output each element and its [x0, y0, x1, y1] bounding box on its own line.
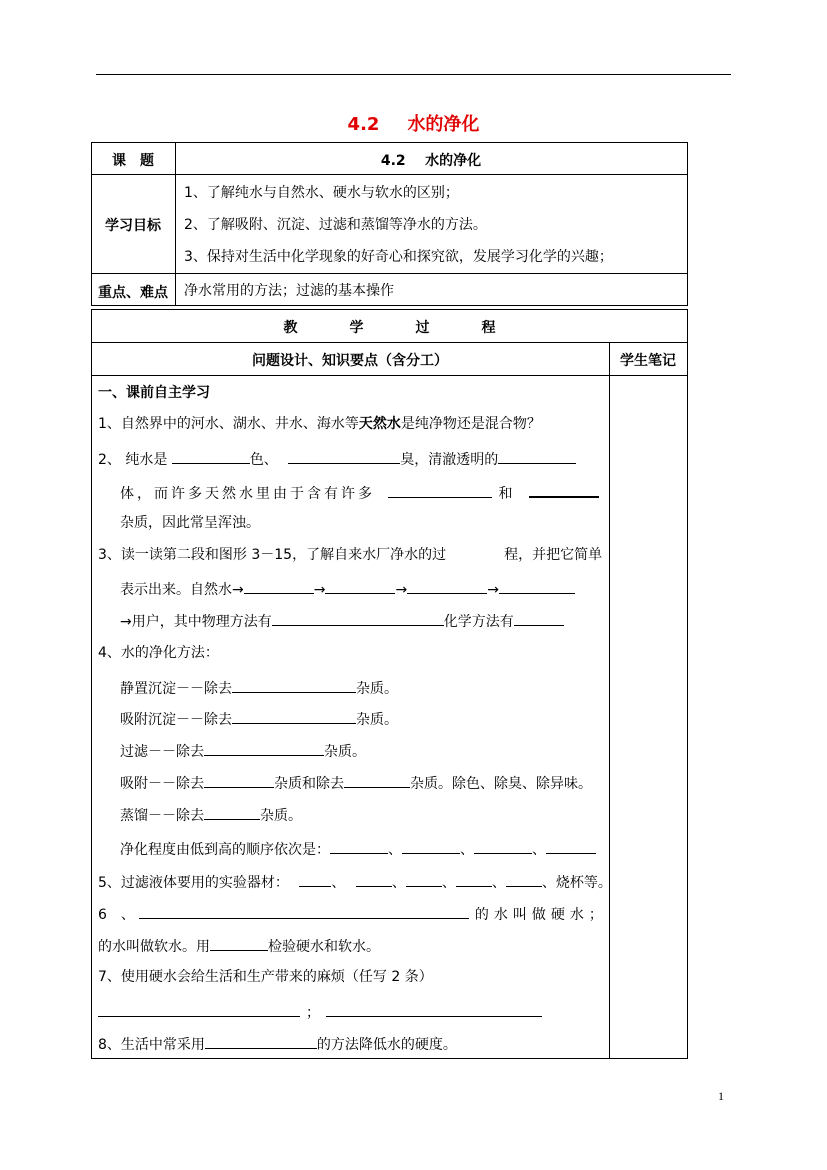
- question-2-line-2: 体，而许多天然水里由于含有许多 和: [120, 482, 599, 503]
- method-distillation: 蒸馏－－除去 杂质。: [120, 805, 302, 825]
- col-notes-header: 学生笔记: [620, 353, 676, 369]
- page-number: 1: [718, 1089, 724, 1103]
- question-7-blanks: ；: [98, 1002, 542, 1022]
- question-7: 7、使用硬水会给生活和生产带来的麻烦（任写 2 条）: [98, 969, 433, 985]
- goals-label: 学习目标: [105, 218, 161, 234]
- question-3-line-3: →用户，其中物理方法有 化学方法有: [120, 611, 564, 631]
- question-2-line-1: 2、 纯水是 色、 臭，清澈透明的: [98, 449, 576, 469]
- method-settling: 静置沉淀－－除去 杂质。: [120, 678, 398, 698]
- question-6-line-1: 6 、 的水叫做硬水；: [98, 904, 608, 924]
- question-6-line-2: 的水叫做软水。用 检验硬水和软水。: [98, 936, 380, 956]
- question-2-line-3: 杂质，因此常呈浑浊。: [120, 515, 260, 531]
- method-adsorption: 吸附－－除去 杂质和除去 杂质。除色、除臭、除异味。: [120, 773, 592, 793]
- question-5: 5、过滤液体要用的实验器材： 、 、 、 、 、烧杯等。: [98, 872, 612, 892]
- title-number: 4.2: [347, 114, 380, 135]
- method-filtration: 过滤－－除去 杂质。: [120, 741, 366, 761]
- method-adsorption-settling: 吸附沉淀－－除去 杂质。: [120, 709, 398, 729]
- key-points-value: 净水常用的方法；过滤的基本操作: [184, 283, 394, 299]
- question-3-line-1: 3、读一读第二段和图形 3－15，了解自来水厂净水的过 程，并把它简单: [98, 547, 603, 563]
- process-heading: 教 学 过 程: [283, 320, 496, 336]
- header-rule: [96, 74, 731, 75]
- topic-value: 4.2 水的净化: [380, 153, 482, 169]
- purification-order: 净化程度由低到高的顺序依次是： 、 、 、: [120, 839, 596, 859]
- question-1: 1、自然界中的河水、湖水、井水、海水等天然水是纯净物还是混合物？: [98, 416, 541, 432]
- col-main-header: 问题设计、知识要点（含分工）: [252, 353, 448, 369]
- key-points-label: 重点、难点: [98, 285, 168, 301]
- section-heading: 一、课前自主学习: [98, 385, 210, 401]
- goal-3: 3、保持对生活中化学现象的好奇心和探究欲，发展学习化学的兴趣；: [184, 249, 613, 265]
- title-text: 水的净化: [407, 114, 480, 135]
- question-4: 4、水的净化方法：: [98, 645, 219, 661]
- question-8: 8、生活中常采用 的方法降低水的硬度。: [98, 1034, 457, 1054]
- goal-1: 1、了解纯水与自然水、硬水与软水的区别；: [184, 185, 459, 201]
- topic-label: 课 题: [112, 153, 154, 169]
- goal-2: 2、了解吸附、沉淀、过滤和蒸馏等净水的方法。: [184, 217, 487, 233]
- question-3-line-2: 表示出来。自然水→ → → →: [120, 579, 575, 599]
- page-title: [0, 110, 827, 136]
